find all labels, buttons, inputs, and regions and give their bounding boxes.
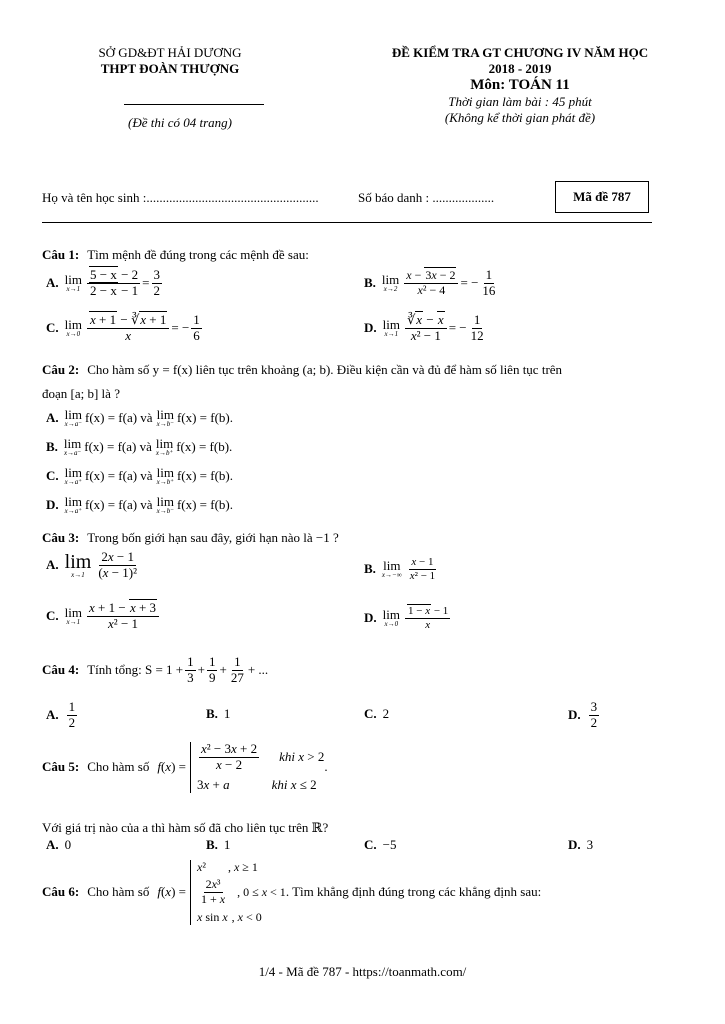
question-5-text: Cho hàm số xyxy=(87,759,150,775)
option-label: A. xyxy=(46,410,59,425)
question-6-text-cont: . Tìm khẳng định đúng trong các khẳng định sau: xyxy=(285,884,542,900)
q2-option-b: B. lim x→a⁻ f(x) = f(a) và lim x→b⁺ f(x) = f(b). xyxy=(46,436,233,457)
q5-option-a xyxy=(46,837,71,853)
question-3 xyxy=(42,530,339,546)
q5-option-d xyxy=(568,837,593,853)
q3-option-c: C. lim x→1 $\frac{x + 1 - x + 3}{\text{x² − 1}}$ xyxy=(46,601,161,632)
exam-time: Thời gian làm bài : 45 phút xyxy=(448,94,592,109)
question-1-text: Tìm mệnh đề đúng trong các mệnh đề sau: xyxy=(87,247,309,262)
question-6-text: Cho hàm số xyxy=(87,884,150,900)
option-label: B. xyxy=(364,275,376,291)
q4-option-c xyxy=(364,706,389,722)
question-4: Câu 4: Tính tổng: S = 1 + $\frac{1}{3}$ + $\frac{1}{9}$ + $\frac{1}{27}$ + ... xyxy=(42,654,269,685)
pages-note: (Đề thi có 04 trang) xyxy=(128,115,232,130)
q6-piecewise: x² , x ≥ 1 $\frac{\text{2x³}}{1 + x}$ , 0 ≤ x < 1 x sin x , x < 0 xyxy=(190,860,286,925)
q2-option-d: D. lim x→a⁺ f(x) = f(a) và lim x→b⁻ f(x) = f(b). xyxy=(46,494,233,515)
q2-option-a: A. lim x→a⁻ f(x) = f(a) và lim x→b⁻ f(x) = f(b). xyxy=(46,407,233,428)
q3-option-b: B. lim x→−∞ $\frac{x - 1}{\text{x² − 1}}$ xyxy=(364,556,436,582)
question-2-number: Câu 2: xyxy=(42,362,80,377)
q4-option-d: D. $\frac{3}{2}$ xyxy=(568,699,598,730)
subject: Môn: TOÁN 11 xyxy=(470,77,570,93)
option-label: B. xyxy=(46,439,58,454)
student-divider xyxy=(42,222,652,223)
question-4-number: Câu 4: xyxy=(42,662,80,678)
q2-middle-text: f(x) = f(a) và xyxy=(84,468,153,483)
exam-time-note: (Không kể thời gian phát đề) xyxy=(444,110,596,125)
department-name: SỞ GD&ĐT HẢI DƯƠNG xyxy=(98,45,242,60)
option-label: D. xyxy=(364,610,377,626)
option-value: 0 xyxy=(64,837,72,852)
option-value: −5 xyxy=(382,837,397,852)
q1-option-d: D. lim x→1 $\frac{∛x - x}{\text{x² − 1}}$ = − $\frac{1}{12}$ xyxy=(364,312,484,343)
school-name: THPT ĐOÀN THƯỢNG xyxy=(100,61,240,76)
option-value: 2 xyxy=(382,706,390,721)
option-label: A. xyxy=(46,707,59,723)
q2-end-text: f(x) = f(b). xyxy=(176,410,233,425)
school-year: 2018 - 2019 xyxy=(488,61,552,76)
option-label: D. xyxy=(568,707,581,723)
q2-middle-text: f(x) = f(a) và xyxy=(84,497,153,512)
option-label: C. xyxy=(364,706,377,721)
q5-option-c xyxy=(364,837,396,853)
question-1-number: Câu 1: xyxy=(42,247,80,262)
q4-option-a: A. $\frac{1}{2}$ xyxy=(46,699,76,730)
option-label: B. xyxy=(364,561,376,577)
q1-option-c: C. lim x→0 $\frac{x + 1 - ∛x + 1}{x}$ = − $\frac{1}{6}$ xyxy=(46,312,200,343)
question-5: Câu 5: Cho hàm số f(x) = $\frac{\text{x² − 3x + 2}}{x - 2}$ khi x > 2 3x + a khi x ≤ 2 . xyxy=(42,741,328,792)
question-3-text: Trong bốn giới hạn sau đây, giới hạn nào là −1 ? xyxy=(87,530,339,545)
option-value: 1 xyxy=(223,837,231,852)
question-2-text: Cho hàm số y = f(x) liên tục trên khoảng (a; b). Điều kiện cần và đủ để hàm số liên tục trên xyxy=(87,362,563,377)
option-label: D. xyxy=(568,837,581,852)
option-label: C. xyxy=(46,468,59,483)
option-value: 1 xyxy=(223,706,231,721)
q2-end-text: f(x) = f(b). xyxy=(176,468,233,483)
page-footer: 1/4 - Mã đề 787 - https://toanmath.com/ xyxy=(258,964,467,979)
question-5-number: Câu 5: xyxy=(42,759,80,775)
student-id-field: Số báo danh : ................... xyxy=(358,190,495,205)
option-label: A. xyxy=(46,275,59,291)
q2-end-text: f(x) = f(b). xyxy=(176,497,233,512)
option-label: C. xyxy=(46,320,59,336)
student-name-field: Họ và tên học sinh :..................................................... xyxy=(42,190,319,205)
header-divider-left xyxy=(124,104,264,105)
option-label: C. xyxy=(364,837,377,852)
question-2-text-cont: đoạn [a; b] là ? xyxy=(42,386,120,401)
option-label: D. xyxy=(46,497,59,512)
q2-option-c: C. lim x→a⁺ f(x) = f(a) và lim x→b⁺ f(x) = f(b). xyxy=(46,465,233,486)
q5-piecewise: $\frac{\text{x² − 3x + 2}}{x - 2}$ khi x > 2 3x + a khi x ≤ 2 xyxy=(190,742,324,793)
q4-option-b xyxy=(206,706,230,722)
option-label: A. xyxy=(46,557,59,573)
exam-code-box: Mã đề 787 xyxy=(555,181,649,213)
question-2 xyxy=(42,362,562,378)
question-5-sub: Với giá trị nào của a thì hàm số đã cho liên tục trên ℝ? xyxy=(42,820,329,835)
option-label: B. xyxy=(206,706,218,721)
q2-middle-text: f(x) = f(a) và xyxy=(84,410,153,425)
question-6: Câu 6: Cho hàm số f(x) = x² , x ≥ 1 $\frac{\text{2x³}}{1 + x}$ , 0 ≤ x < 1 x sin x , x < 0 . Tìm khẳng định đúng trong các khẳng định sau: xyxy=(42,860,542,924)
exam-title: ĐỀ KIỂM TRA GT CHƯƠNG IV NĂM HỌC xyxy=(391,45,649,60)
option-label: A. xyxy=(46,837,59,852)
question-3-number: Câu 3: xyxy=(42,530,80,545)
option-label: C. xyxy=(46,608,59,624)
option-label: D. xyxy=(364,320,377,336)
question-6-number: Câu 6: xyxy=(42,884,80,900)
question-4-text: Tính tổng: S = 1 + xyxy=(87,662,184,678)
question-1 xyxy=(42,247,309,263)
q3-option-d: D. lim x→0 $\frac{1 - x - 1}{x}$ xyxy=(364,605,449,631)
option-label: B. xyxy=(206,837,218,852)
q2-end-text: f(x) = f(b). xyxy=(176,439,233,454)
q1-option-a: A. lim x→1 $\frac{5 - x - 2}{2 - x - 1}$ = $\frac{3}{2}$ xyxy=(46,267,161,298)
q3-option-a: A. lim x→1 $\frac{2x - 1}{\text{(x − 1)²}}$ xyxy=(46,549,137,580)
q1-option-b: B. lim x→2 $\frac{x - 3x - 2}{\text{x² − 4}}$ = − $\frac{1}{16}$ xyxy=(364,267,496,298)
q5-option-b xyxy=(206,837,230,853)
option-value: 3 xyxy=(586,837,594,852)
q2-middle-text: f(x) = f(a) và xyxy=(84,439,152,454)
